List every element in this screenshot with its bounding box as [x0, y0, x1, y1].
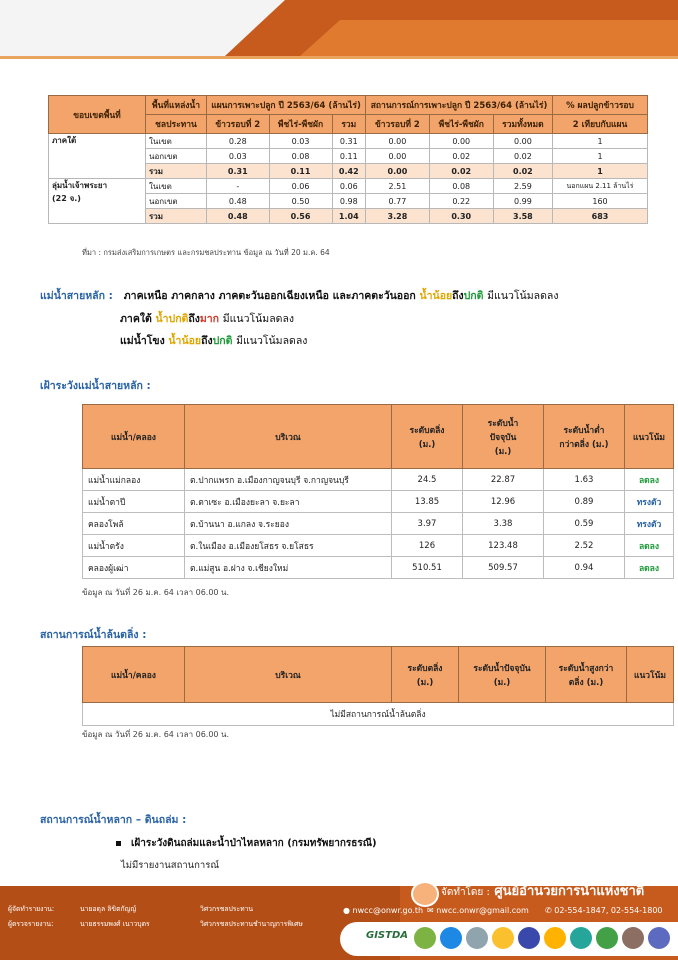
cell-status-rice: 0.77	[366, 194, 430, 209]
email-1-text: nwcc@onwr.go.th	[352, 906, 424, 915]
reporter-label: ผู้จัดทำรายงาน:	[8, 905, 55, 913]
cell-plan-crop: 0.08	[269, 149, 332, 164]
line3-to: ถึง	[201, 335, 213, 347]
line2-prefix: ภาคใต้	[120, 313, 152, 325]
cell-river: แม่น้ำตรัง	[83, 535, 185, 557]
phone-text: 02-554-1847, 02-554-1800	[554, 906, 663, 915]
main-river-line-3	[120, 332, 307, 349]
cell-area: ต.บ้านนา อ.แกลง จ.ระยอง	[185, 513, 392, 535]
cell-status-total: 0.02	[493, 149, 552, 164]
cell-status-total: 0.02	[493, 164, 552, 179]
watch-table	[82, 404, 674, 579]
main-river-label: แม่น้ำสายหลัก :	[40, 290, 113, 302]
cell-status-rice: 3.28	[366, 209, 430, 224]
checker-role: วิศวกรชลประทานชำนาญการพิเศษ	[200, 920, 303, 928]
cell-status-rice: 2.51	[366, 179, 430, 194]
cell-area: ต.ปากแพรก อ.เมืองกาญจนบุรี จ.กาญจนบุรี	[185, 469, 392, 491]
col-bank: ระดับตลิ่ง (ม.)	[392, 647, 459, 703]
bullet-icon	[116, 841, 121, 846]
cell-plan-rice: 0.48	[207, 194, 270, 209]
email-2-text: nwcc.onwr@gmail.com	[436, 906, 529, 915]
cell-status-total: 0.99	[493, 194, 552, 209]
cell-trend: ทรงตัว	[625, 491, 674, 513]
email-2[interactable]	[427, 906, 529, 915]
cell-plan-crop: 0.11	[269, 164, 332, 179]
cell-river: คลองโพล้	[83, 513, 185, 535]
table-row	[49, 179, 648, 194]
partner-logo-icon	[544, 927, 566, 949]
table-row	[49, 134, 648, 149]
cell-pct: 1	[553, 149, 648, 164]
cell-below: 0.59	[544, 513, 625, 535]
cell-current: 12.96	[463, 491, 544, 513]
cell-plan-total: 0.42	[332, 164, 366, 179]
phone[interactable]	[545, 906, 663, 915]
cell-bank: 13.85	[392, 491, 463, 513]
globe-icon: ●	[343, 906, 350, 915]
cell-bank: 3.97	[392, 513, 463, 535]
cell-plan-total: 0.06	[332, 179, 366, 194]
partner-logo-icon	[414, 927, 436, 949]
cell-below: 1.63	[544, 469, 625, 491]
cell-river: คลองผู้เฒ่า	[83, 557, 185, 579]
table-row	[83, 557, 674, 579]
cell-below: 0.89	[544, 491, 625, 513]
col-area: ขอบเขตพื้นที่	[49, 96, 146, 134]
cell-status-total: 0.00	[493, 134, 552, 149]
landslide-detail: ไม่มีรายงานสถานการณ์	[121, 860, 220, 871]
line1-normal: ปกติ	[463, 290, 484, 302]
cell-status-crop: 0.22	[429, 194, 493, 209]
col-trend: แนวโน้ม	[625, 405, 674, 469]
reporter-role: วิศวกรชลประทาน	[200, 905, 254, 913]
col-plan-rice: ข้าวรอบที่ 2	[207, 115, 270, 134]
cell-current: 123.48	[463, 535, 544, 557]
landslide-bullet-text: เฝ้าระวังดินถล่มและน้ำป่าไหลหลาก (กรมทรัพยากรธรณี)	[131, 838, 377, 849]
cell-plan-rice: 0.03	[207, 149, 270, 164]
cell-pct: 683	[553, 209, 648, 224]
main-river-line-2	[120, 310, 294, 327]
cell-pct: นอกแผน 2.11 ล้านไร่	[553, 179, 648, 194]
col-plan: แผนการเพาะปลูก ปี 2563/64 (ล้านไร่)	[207, 96, 366, 115]
cell-status-rice: 0.00	[366, 134, 430, 149]
partner-logo-icon	[466, 927, 488, 949]
cell-current: 3.38	[463, 513, 544, 535]
reporter-name: นายอดุล ลิขิตกัญญ์	[80, 905, 137, 913]
cell-status-crop: 0.02	[429, 149, 493, 164]
col-area: บริเวณ	[185, 405, 392, 469]
footer-org-prefix: จัดทำโดย :	[441, 887, 490, 898]
line2-high: มาก	[199, 313, 220, 325]
cell-plan-rice: 0.31	[207, 164, 270, 179]
cell-status-crop: 0.00	[429, 134, 493, 149]
main-river-line-1	[40, 287, 558, 304]
cell-trend: ลดลง	[625, 557, 674, 579]
cell-pct: 1	[553, 164, 648, 179]
table-row	[83, 469, 674, 491]
table-row	[83, 513, 674, 535]
cell-plan-total: 1.04	[332, 209, 366, 224]
table1-source: ที่มา : กรมส่งเสริมการเกษตร และกรมชลประทาน ข้อมูล ณ วันที่ 20 ม.ค. 64	[82, 248, 330, 257]
cell-trend: ทรงตัว	[625, 513, 674, 535]
cell-area: ต.แม่สูน อ.ฝาง จ.เชียงใหม่	[185, 557, 392, 579]
partner-logo-icon	[648, 927, 670, 949]
cell-status-rice: 0.00	[366, 164, 430, 179]
cell-plan-total: 0.31	[332, 134, 366, 149]
col-pct-sub: 2 เทียบกับแผน	[553, 115, 648, 134]
col-status-crops: พืชไร่-พืชผัก	[429, 115, 493, 134]
col-area: บริเวณ	[185, 647, 392, 703]
cell-current: 509.57	[463, 557, 544, 579]
checker-label: ผู้ตรวจรายงาน:	[8, 920, 54, 928]
cell-bank: 126	[392, 535, 463, 557]
cell-plan-rice: -	[207, 179, 270, 194]
line3-trend: มีแนวโน้มลดลง	[236, 335, 308, 347]
cell-plan-crop: 0.03	[269, 134, 332, 149]
line1-low: น้ำน้อย	[419, 290, 453, 302]
line3-low: น้ำน้อย	[168, 335, 202, 347]
cell-area: ต.ตาเซะ อ.เมืองยะลา จ.ยะลา	[185, 491, 392, 513]
cell-below: 2.52	[544, 535, 625, 557]
col-current: ระดับน้ำ ปัจจุบัน (ม.)	[463, 405, 544, 469]
line1-prefix: ภาคเหนือ ภาคกลาง ภาคตะวันออกเฉียงเหนือ และภาคตะวันออก	[123, 290, 416, 302]
footer-org-name: ศูนย์อำนวยการน้ำแห่งชาติ	[494, 884, 645, 899]
col-water-area-sub: ชลประทาน	[146, 115, 207, 134]
checker-name: นายธรรมพงศ์ เนาวบุตร	[80, 920, 150, 928]
partner-logo-icon	[622, 927, 644, 949]
col-above: ระดับน้ำสูงกว่า ตลิ่ง (ม.)	[546, 647, 627, 703]
cell-plan-crop: 0.50	[269, 194, 332, 209]
cell-status-total: 2.59	[493, 179, 552, 194]
cell-type: ในเขต	[146, 179, 207, 194]
col-status: สถานการณ์การเพาะปลูก ปี 2563/64 (ล้านไร่)	[366, 96, 553, 115]
overflow-table	[82, 646, 674, 726]
region-cell: ลุ่มน้ำเจ้าพระยา (22 จ.)	[49, 179, 146, 224]
top-banner	[0, 0, 678, 56]
cell-status-crop: 0.02	[429, 164, 493, 179]
cultivation-table	[48, 95, 648, 224]
cell-bank: 24.5	[392, 469, 463, 491]
region-cell: ภาคใต้	[49, 134, 146, 179]
footer-org	[441, 880, 644, 901]
cell-plan-crop: 0.56	[269, 209, 332, 224]
watch-heading: เฝ้าระวังแม่น้ำสายหลัก :	[40, 380, 151, 392]
cell-below: 0.94	[544, 557, 625, 579]
line3-normal: ปกติ	[212, 335, 233, 347]
overflow-heading: สถานการณ์น้ำล้นตลิ่ง :	[40, 629, 147, 641]
cell-status-crop: 0.08	[429, 179, 493, 194]
cell-plan-rice: 0.28	[207, 134, 270, 149]
col-current: ระดับน้ำปัจจุบัน (ม.)	[459, 647, 546, 703]
cell-pct: 1	[553, 134, 648, 149]
col-plan-total: รวม	[332, 115, 366, 134]
line3-prefix: แม่น้ำโขง	[120, 335, 165, 347]
cell-trend: ลดลง	[625, 469, 674, 491]
line2-to: ถึง	[188, 313, 200, 325]
col-water-area: พื้นที่แหล่งน้ำ	[146, 96, 207, 115]
line1-to: ถึง	[452, 290, 464, 302]
col-pct: % ผลปลูกข้าวรอบ	[553, 96, 648, 115]
email-1[interactable]	[343, 906, 423, 915]
cell-status-total: 3.58	[493, 209, 552, 224]
col-trend: แนวโน้ม	[627, 647, 674, 703]
line1-trend: มีแนวโน้มลดลง	[487, 290, 559, 302]
cell-type: นอกเขต	[146, 194, 207, 209]
col-status-total: รวมทั้งหมด	[493, 115, 552, 134]
cell-trend: ลดลง	[625, 535, 674, 557]
partner-logo-icon	[596, 927, 618, 949]
nwcc-logo-icon	[411, 881, 439, 907]
cell-type: นอกเขต	[146, 149, 207, 164]
cell-status-crop: 0.30	[429, 209, 493, 224]
table-row-empty	[83, 703, 674, 726]
cell-status-rice: 0.00	[366, 149, 430, 164]
watch-note: ข้อมูล ณ วันที่ 26 ม.ค. 64 เวลา 06.00 น.	[82, 588, 230, 597]
cell-river: แม่น้ำตาปี	[83, 491, 185, 513]
cell-pct: 160	[553, 194, 648, 209]
cell-type: รวม	[146, 209, 207, 224]
col-below: ระดับน้ำต่ำ กว่าตลิ่ง (ม.)	[544, 405, 625, 469]
cell-area: ต.ในเมือง อ.เมืองยโสธร จ.ยโสธร	[185, 535, 392, 557]
cell-plan-total: 0.98	[332, 194, 366, 209]
empty-message: ไม่มีสถานการณ์น้ำล้นตลิ่ง	[83, 703, 674, 726]
col-river: แม่น้ำ/คลอง	[83, 405, 185, 469]
col-plan-crops: พืชไร่-พืชผัก	[269, 115, 332, 134]
partner-logo-icon	[492, 927, 514, 949]
mail-icon: ✉	[427, 906, 434, 915]
table-row	[83, 491, 674, 513]
cell-river: แม่น้ำแม่กลอง	[83, 469, 185, 491]
partner-logo-icon	[518, 927, 540, 949]
cell-type: ในเขต	[146, 134, 207, 149]
partner-logo-icon	[440, 927, 462, 949]
top-banner-orange-accent	[300, 20, 678, 56]
landslide-bullet	[116, 836, 377, 851]
col-river: แม่น้ำ/คลอง	[83, 647, 185, 703]
overflow-note: ข้อมูล ณ วันที่ 26 ม.ค. 64 เวลา 06.00 น.	[82, 730, 230, 739]
top-banner-line	[0, 56, 678, 59]
cell-plan-crop: 0.06	[269, 179, 332, 194]
phone-icon: ✆	[545, 906, 552, 915]
cell-bank: 510.51	[392, 557, 463, 579]
col-bank: ระดับตลิ่ง (ม.)	[392, 405, 463, 469]
landslide-heading: สถานการณ์น้ำหลาก – ดินถล่ม :	[40, 814, 187, 826]
table-row	[83, 535, 674, 557]
gistda-logo: GISTDA	[366, 930, 408, 941]
cell-current: 22.87	[463, 469, 544, 491]
partner-logo-icon	[570, 927, 592, 949]
col-status-rice: ข้าวรอบที่ 2	[366, 115, 430, 134]
cell-plan-total: 0.11	[332, 149, 366, 164]
cell-type: รวม	[146, 164, 207, 179]
line2-trend: มีแนวโน้มลดลง	[222, 313, 295, 325]
cell-plan-rice: 0.48	[207, 209, 270, 224]
line2-normal: น้ำปกติ	[155, 313, 189, 325]
